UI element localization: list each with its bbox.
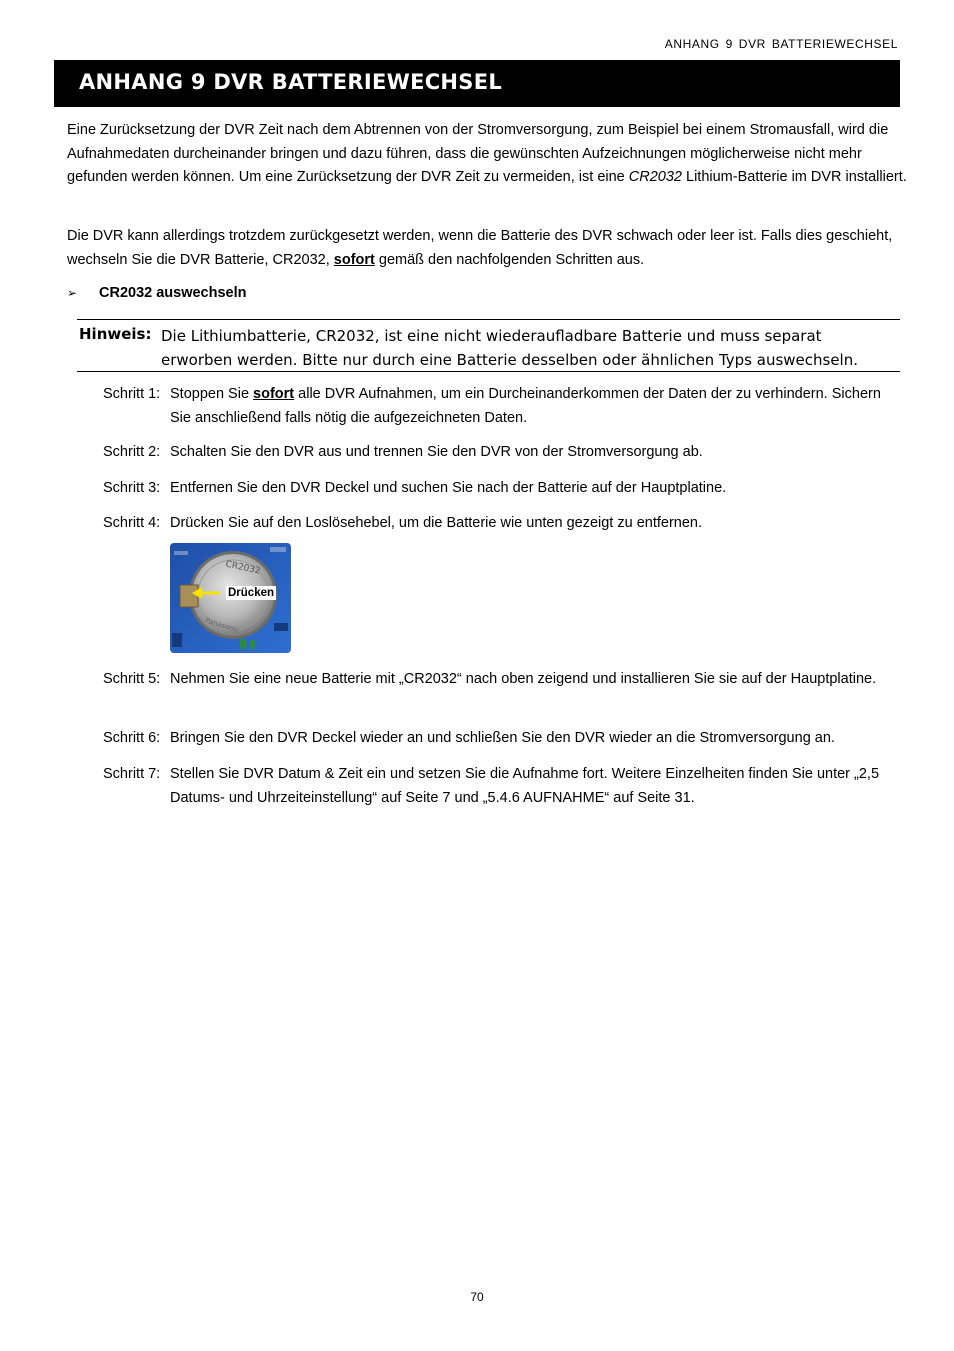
press-label: Drücken: [228, 587, 275, 599]
running-header: ANHANG 9 DVR BATTERIEWECHSEL: [664, 37, 898, 51]
note-line-2: erworben werden. Bitte nur durch eine Batterie desselben oder ähnlichen Typs auswechseln.: [161, 350, 859, 369]
intro-text: Lithium-Batterie im DVR installiert.: [681, 169, 907, 185]
battery-brand-text: Panasonic: [204, 616, 241, 635]
step-text: Stellen Sie DVR Datum & Zeit ein und setzen Sie die Aufnahme fort. Weitere Einzelheiten finden Sie unter „2,5 Datums- und Uhrzeiteinstellung“ auf Seite 7 und „5.4.6 AUFNAHME“ auf Seite 31.: [170, 766, 880, 806]
section-title-bar: [54, 60, 900, 107]
intro-paragraph-1: [67, 119, 907, 190]
emphasis-sofort: sofort: [253, 386, 295, 402]
page-number: 70: [470, 1290, 484, 1304]
note-label: Hinweis:: [79, 325, 152, 343]
step-number: Schritt 2:: [103, 444, 161, 460]
step-text: Bringen Sie den DVR Deckel wieder an und schließen Sie den DVR wieder an die Stromversorgung an.: [170, 730, 835, 746]
step-text: Nehmen Sie eine neue Batterie mit „CR2032“ nach oben zeigend und installieren Sie sie auf der Hauptplatine.: [170, 671, 877, 687]
note-text: [161, 325, 901, 372]
step-number: Schritt 1:: [103, 386, 161, 402]
step-text: Drücken Sie auf den Loslösehebel, um die Batterie wie unten gezeigt zu entfernen.: [170, 515, 703, 531]
intro-text: Eine Zurücksetzung der DVR Zeit nach dem Abtrennen von der Stromversorgung, zum Beispiel bei einem Stromausfall, wird die Aufnahmedaten durcheinander bringen und dazu führen, dass die gewünschten Aufzeichnungen möglicherweise nicht mehr gefunden werden können. Um eine Zurücksetzung der DVR Zeit zu vermeiden, ist eine: [67, 122, 889, 185]
step-number: Schritt 5:: [103, 671, 161, 687]
section-title: ANHANG 9 DVR BATTERIEWECHSEL: [79, 70, 503, 94]
step-text: Schalten Sie den DVR aus und trennen Sie den DVR von der Stromversorgung ab.: [170, 444, 703, 460]
step-number: Schritt 3:: [103, 480, 161, 496]
subheading-label: CR2032 auswechseln: [99, 285, 247, 301]
step-text: Entfernen Sie den DVR Deckel und suchen Sie nach der Batterie auf der Hauptplatine.: [170, 480, 727, 496]
step-number: Schritt 6:: [103, 730, 161, 746]
step-number: Schritt 4:: [103, 515, 161, 531]
step-text: Stoppen Sie sofort alle DVR Aufnahmen, um ein Durcheinanderkommen der Daten der zu verhindern. Sichern Sie anschließend falls nötig die aufgezeichneten Daten.: [170, 386, 881, 426]
note-line-1: Die Lithiumbatterie, CR2032, ist eine nicht wiederaufladbare Batterie und muss separat: [161, 327, 822, 345]
intro-paragraph-2: [67, 225, 907, 272]
step-number: Schritt 7:: [103, 766, 161, 782]
intro-text: Die DVR kann allerdings trotzdem zurückgesetzt werden, wenn die Batterie des DVR schwach oder leer ist. Falls dies geschieht, wechseln Sie die DVR Batterie, CR2032,: [67, 228, 893, 268]
battery-photo: [170, 543, 291, 653]
emphasis-sofort: sofort: [333, 251, 375, 268]
intro-text: gemäß den nachfolgenden Schritten aus.: [374, 251, 645, 268]
battery-model-italic: CR2032: [628, 169, 682, 185]
battery-model-text: CR2032: [224, 559, 262, 577]
arrow-bullet-icon: ➢: [67, 286, 78, 300]
note-box: [77, 319, 900, 372]
subheading: [67, 285, 247, 301]
